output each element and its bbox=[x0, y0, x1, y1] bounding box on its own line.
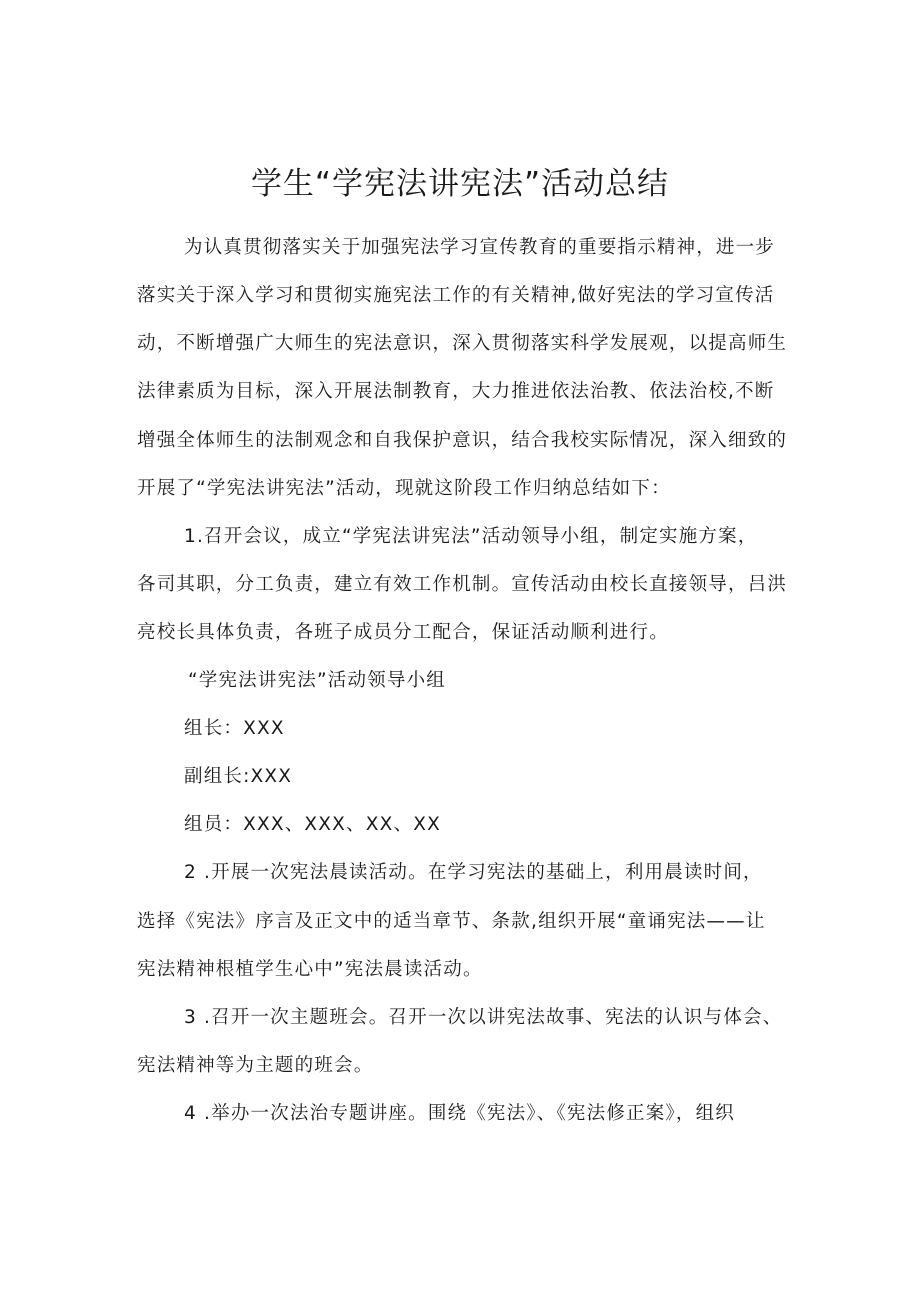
deputy-leader-line: 副组长:XXX bbox=[184, 766, 293, 787]
paragraph-line: 宪法精神根植学生心中”宪法晨读活动。 bbox=[137, 959, 483, 980]
paragraph-line: 选择《宪法》序言及正文中的适当章节、条款,组织开展“童诵宪法——让 bbox=[137, 911, 766, 932]
paragraph-line: 4 .举办一次法治专题讲座。围绕《宪法》、《宪法修正案》，组织 bbox=[184, 1103, 735, 1124]
group-leader-line: 组长：XXX bbox=[184, 718, 285, 739]
paragraph-line: 亮校长具体负责，各班子成员分工配合，保证活动顺利进行。 bbox=[137, 622, 669, 643]
paragraph-line: 动，不断增强广大师生的宪法意识，深入贯彻落实科学发展观，以提高师生 bbox=[137, 333, 788, 354]
document-title: 学生“学宪法讲宪法”活动总结 bbox=[250, 166, 670, 202]
paragraph-line: 增强全体师生的法制观念和自我保护意识，结合我校实际情况，深入细致的 bbox=[137, 430, 788, 451]
paragraph-line: 法律素质为目标，深入开展法制教育，大力推进依法治教、依法治校,不断 bbox=[137, 381, 775, 402]
paragraph-line: 落实关于深入学习和贯彻实施宪法工作的有关精神,做好宪法的学习宣传活 bbox=[137, 285, 775, 306]
paragraph-line: 1.召开会议，成立“学宪法讲宪法”活动领导小组，制定实施方案， bbox=[184, 526, 758, 547]
paragraph-line: 宪法精神等为主题的班会。 bbox=[137, 1055, 374, 1076]
paragraph-line: 3 .召开一次主题班会。召开一次以讲宪法故事、宪法的认识与体会、 bbox=[184, 1007, 783, 1028]
paragraph-line: 为认真贯彻落实关于加强宪法学习宣传教育的重要指示精神，进一步 bbox=[184, 237, 776, 258]
group-members-line: 组员：XXX、XXX、XX、XX bbox=[184, 814, 441, 835]
paragraph-line: 开展了“学宪法讲宪法”活动，现就这阶段工作归纳总结如下： bbox=[137, 478, 671, 499]
paragraph-line: 2 .开展一次宪法晨读活动。在学习宪法的基础上，利用晨读时间， bbox=[184, 862, 763, 883]
leadership-group-heading: “学宪法讲宪法”活动领导小组 bbox=[188, 670, 446, 691]
paragraph-line: 各司其职，分工负责，建立有效工作机制。宣传活动由校长直接领导，吕洪 bbox=[137, 574, 788, 595]
